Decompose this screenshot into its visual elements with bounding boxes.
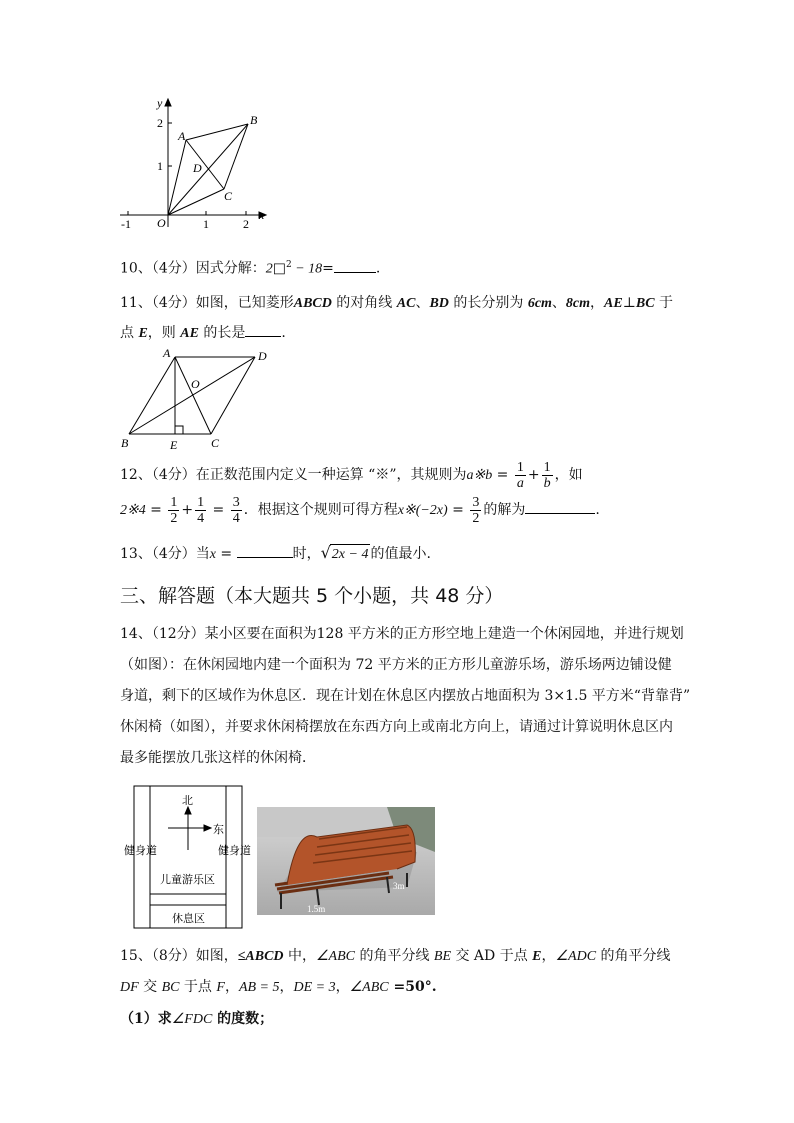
playground-label: 儿童游乐区 bbox=[160, 873, 215, 886]
label-O: O bbox=[191, 377, 200, 391]
tick-x-neg1: -1 bbox=[121, 217, 131, 231]
question-12-line-2: 2※4 = $\frac{1}{2}$ + $\frac{1}{4}$ = $\frac{3}{4}$ ．根据这个规则可得方程x※(−2x) = $\frac{3}{2}$ 的解为 . bbox=[120, 494, 600, 526]
question-14-line-1: 14、（12分）某小区要在面积为128 平方米的正方形空地上建造一个休闲园地，并进行规划 bbox=[120, 626, 684, 642]
point-C-label: C bbox=[224, 189, 233, 203]
fraction-1-over-a: $\frac{1}{a}$ bbox=[516, 459, 524, 491]
section-3-title: 三、解答题（本大题共 5 个小题，共 48 分） bbox=[120, 585, 504, 607]
question-11-line-2: 点 E，则 AE 的长是 . bbox=[120, 322, 286, 344]
label-B: B bbox=[121, 436, 129, 450]
figure-bench-photo bbox=[257, 807, 435, 915]
radicand: 2x − 4 bbox=[330, 544, 371, 565]
compass-east-label: 东 bbox=[213, 823, 224, 836]
origin-label: O bbox=[157, 216, 166, 230]
label-D: D bbox=[258, 349, 267, 363]
tick-y-1: 1 bbox=[157, 159, 163, 173]
question-12-line-1: 12、（4分）在正数范围内定义一种运算 “※”，其规则为a※b = $\frac{1}{a}$ + $\frac{1}{b}$ ，如 bbox=[120, 459, 583, 491]
question-14-line-5: 最多能摆放几张这样的休闲椅． bbox=[120, 750, 316, 766]
side-AB bbox=[129, 357, 175, 434]
question-10: 10、（4分）因式分解：2□$^2$ − 18= . bbox=[120, 255, 380, 280]
question-13: 13、（4分）当x = 时，√2x − 4 的值最小. bbox=[120, 543, 431, 565]
figure-park-layout bbox=[122, 782, 254, 932]
question-15-sub-1: （1）求∠FDC 的度数； bbox=[120, 1011, 274, 1027]
north-arrow-icon bbox=[185, 807, 191, 814]
x-axis-label: x bbox=[259, 208, 265, 222]
answer-blank-10[interactable] bbox=[334, 258, 376, 273]
question-14-line-3: 身道，剩下的区域作为休息区．现在计划在休息区内摆放占地面积为 3×1.5 平方米“背靠背” bbox=[120, 688, 691, 704]
question-15-line-1: 15、（8分）如图，≤ABCD 中，∠ABC 的角平分线 BE 交 AD 于点 E，∠ADC 的角平分线 bbox=[120, 948, 671, 964]
answer-blank-12[interactable] bbox=[525, 499, 595, 514]
point-A-label: A bbox=[178, 129, 186, 143]
y-axis-arrow bbox=[165, 99, 171, 106]
answer-blank-11[interactable] bbox=[245, 322, 281, 337]
diagonal-AC bbox=[186, 140, 224, 189]
segment-OC bbox=[168, 189, 224, 215]
question-11-line-1: 11、（4分）如图，已知菱形ABCD 的对角线 AC、BD 的长分别为 6cm、8cm，AE⊥BC 于 bbox=[120, 295, 674, 311]
tick-y-2: 2 bbox=[157, 116, 163, 130]
segment-OA bbox=[168, 140, 186, 215]
y-axis-label: y bbox=[157, 96, 163, 110]
bench-length-label: 3m bbox=[393, 881, 405, 891]
tick-x-2: 2 bbox=[243, 217, 249, 231]
bench-width-label: 1.5m bbox=[307, 904, 326, 914]
fraction-1-over-b: $\frac{1}{b}$ bbox=[543, 459, 551, 491]
diagonal-AC bbox=[175, 357, 211, 434]
segment-CB bbox=[224, 124, 248, 189]
point-B-label: B bbox=[250, 113, 258, 127]
label-A: A bbox=[163, 346, 171, 360]
left-fitness-path-label: 健身道 bbox=[124, 844, 157, 857]
rest-area-label: 休息区 bbox=[172, 912, 205, 925]
point-D-label: D bbox=[193, 161, 202, 175]
figure-rhombus-abcd bbox=[115, 345, 275, 453]
tick-x-1: 1 bbox=[203, 217, 209, 231]
segment-AB bbox=[186, 124, 248, 140]
right-angle-mark bbox=[175, 426, 183, 434]
right-fitness-path-label: 健身道 bbox=[218, 844, 251, 857]
question-14-line-4: 休闲椅（如图），并要求休闲椅摆放在东西方向上或南北方向上，请通过计算说明休息区内 bbox=[120, 719, 673, 735]
answer-blank-13[interactable] bbox=[237, 543, 293, 558]
diagonal-BD bbox=[129, 357, 255, 434]
compass-north-label: 北 bbox=[182, 794, 193, 807]
side-CD bbox=[211, 357, 255, 434]
figure-coordinate-rhombus bbox=[115, 95, 275, 235]
label-C: C bbox=[211, 436, 220, 450]
east-arrow-icon bbox=[204, 825, 211, 831]
question-15-line-2: DF 交 BC 于点 F，AB = 5，DE = 3，∠ABC =50°. bbox=[120, 979, 437, 995]
question-14-line-2: （如图）：在休闲园地内建一个面积为 72 平方米的正方形儿童游乐场，游乐场两边铺设健 bbox=[120, 657, 672, 673]
label-E: E bbox=[170, 438, 178, 452]
